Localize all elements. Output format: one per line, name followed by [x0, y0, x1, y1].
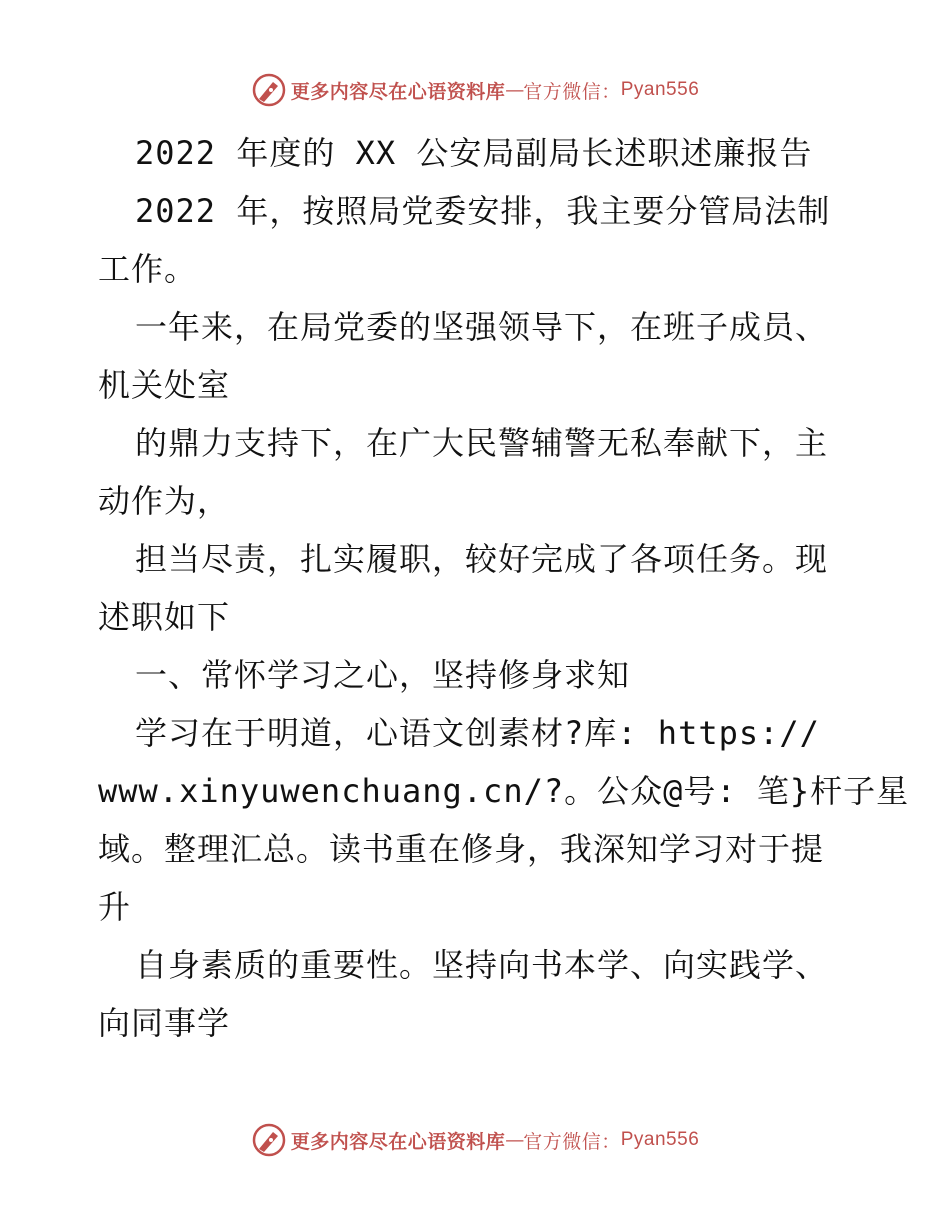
paragraph-line: 自身素质的重要性。坚持向书本学、向实践学、 [135, 946, 829, 984]
pen-nib-logo-icon [251, 1122, 287, 1158]
banner-main-text: 更多内容尽在心语资料库 [290, 1130, 506, 1153]
banner-separator: — [505, 1129, 524, 1151]
paragraph-line: 域。整理汇总。读书重在修身，我深知学习对于提 [98, 830, 825, 868]
paragraph-line: 工作。 [98, 250, 198, 288]
banner-separator: — [505, 79, 524, 101]
paragraph-line: 学习在于明道，心语文创素材?库: https:// [135, 714, 820, 752]
banner-official-label: 官方微信： [523, 1130, 621, 1153]
paragraph-line: 机关处室 [98, 366, 231, 404]
document-title: 2022 年度的 XX 公安局副局长述职述廉报告 [135, 134, 813, 172]
section-heading: 一、常怀学习之心，坚持修身求知 [135, 656, 631, 694]
paragraph-line: 一年来，在局党委的坚强领导下，在班子成员、 [135, 308, 829, 346]
banner-wechat-handle: Pyan556 [620, 1129, 700, 1150]
header-watermark-banner [0, 70, 950, 110]
banner-official-label: 官方微信： [523, 80, 621, 103]
footer-watermark-banner [0, 1120, 950, 1160]
paragraph-line: 担当尽责，扎实履职，较好完成了各项任务。现 [135, 540, 829, 578]
banner-wechat-handle: Pyan556 [620, 79, 700, 100]
banner-main-text: 更多内容尽在心语资料库 [290, 80, 506, 103]
pen-nib-logo-icon [251, 72, 287, 108]
paragraph-line: 升 [98, 888, 132, 926]
paragraph-line: 的鼎力支持下，在广大民警辅警无私奉献下，主 [135, 424, 829, 462]
document-body [98, 124, 910, 1052]
paragraph-line: 动作为， [98, 482, 231, 520]
paragraph-line: 向同事学 [98, 1004, 231, 1042]
paragraph-line: 2022 年，按照局党委安排，我主要分管局法制 [135, 192, 831, 230]
paragraph-line: 述职如下 [98, 598, 231, 636]
paragraph-line: www.xinyuwenchuang.cn/?。公众@号: 笔}杆子星 [98, 772, 910, 810]
